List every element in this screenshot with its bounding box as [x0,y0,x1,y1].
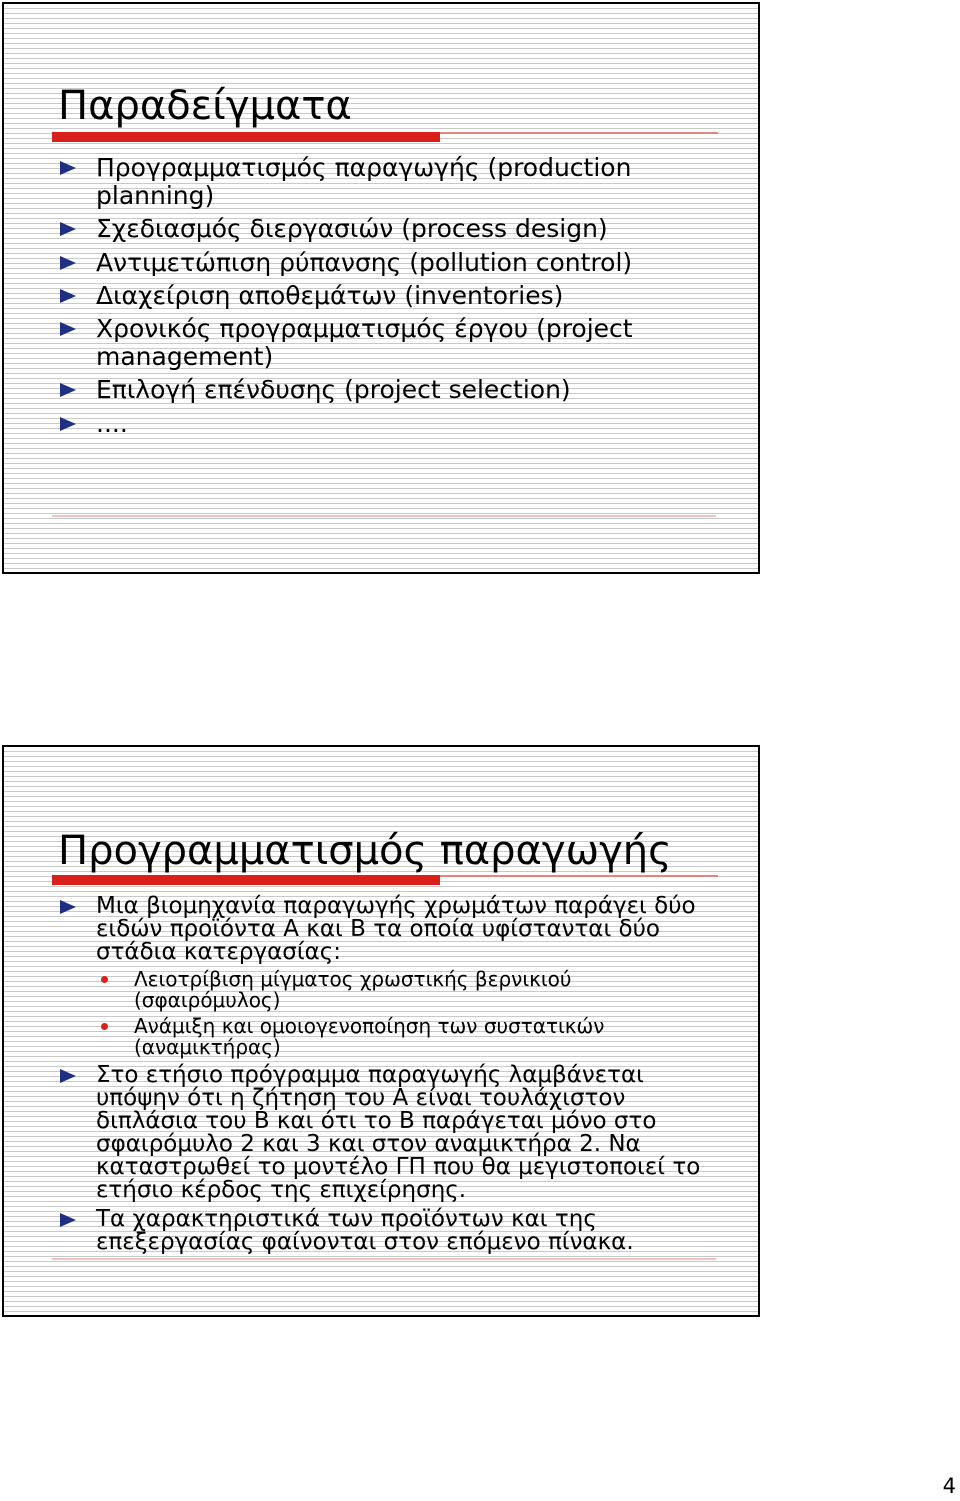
list-item-text: Αντιμετώπιση ρύπανσης (pollution control) [96,247,633,277]
sub-list-item [58,1016,694,1058]
sub-list-item-text: Ανάμιξη και ομοιογενοποίηση των συστατικών (αναμικτήρας) [134,1014,605,1059]
list-item-text: Τα χαρακτηριστικά των προϊόντων και της επεξεργασίας φαίνονται στον επόμενο πίνακα. [96,1206,634,1255]
list-item-text: Μια βιομηχανία παραγωγής χρωμάτων παράγει δύο ειδών προϊόντα Α και Β τα οποία υφίστανται δύο στάδια κατεργασίας: [96,893,696,965]
list-item-text: Επιλογή επένδυσης (project selection) [96,375,571,405]
slide-title: Προγραμματισμός παραγωγής [58,828,672,874]
list-item-text: Στο ετήσιο πρόγραμμα παραγωγής λαμβάνεται υπόψην ότι η ζήτηση του Α είναι τουλάχιστον διπλάσια του Β και ότι το Β παράγεται μόνο στο σφαιρόμυλο 2 και 3 και στον αναμικτήρα 2. Να καταστρωθεί το μοντέλο ΓΠ που θα μεγιστοποιεί το ετήσιο κέρδος της επιχείρησης. [96,1062,701,1203]
red-dot-bullet-icon [101,976,108,983]
slide-production-planning [2,745,760,1317]
list-item [58,282,716,310]
triangle-bullet-icon [60,161,76,175]
list-item [58,1208,716,1254]
bullet-list [58,154,716,443]
list-item-text: Προγραμματισμός παραγωγής (production planning) [96,153,632,210]
sub-bullet-list [58,969,716,1058]
list-item [58,249,716,277]
sub-list-item-text: Λειοτρίβιση μίγματος χρωστικής βερνικιού (σφαιρόμυλος) [134,967,572,1012]
list-item [58,154,716,210]
footer-divider [52,1258,716,1260]
list-item-text: Διαχείριση αποθεμάτων (inventories) [96,280,564,310]
sub-list-item [58,969,694,1011]
list-item [58,315,716,371]
triangle-bullet-icon [60,256,76,270]
slide-examples [2,2,760,574]
triangle-bullet-icon [60,417,76,431]
list-item-text: Χρονικός προγραμματισμός έργου (project management) [96,314,633,372]
triangle-bullet-icon [60,222,76,236]
list-item-text: Σχεδιασμός διεργασιών (process design) [96,214,608,244]
red-dot-bullet-icon [101,1023,108,1030]
list-item [58,215,716,243]
page-number: 4 [942,1474,956,1498]
triangle-bullet-icon [60,322,76,336]
list-item [58,895,716,1058]
list-item [58,1064,716,1202]
bullet-list [58,895,716,1260]
triangle-bullet-icon [60,900,76,914]
list-item-text: .... [96,408,128,438]
title-underline [52,875,718,885]
slide-title: Παραδείγματα [58,83,352,129]
triangle-bullet-icon [60,1069,76,1083]
triangle-bullet-icon [60,1213,76,1227]
triangle-bullet-icon [60,289,76,303]
title-underline [52,132,718,142]
footer-divider [52,515,716,517]
triangle-bullet-icon [60,383,76,397]
list-item [58,410,716,438]
list-item [58,376,716,404]
